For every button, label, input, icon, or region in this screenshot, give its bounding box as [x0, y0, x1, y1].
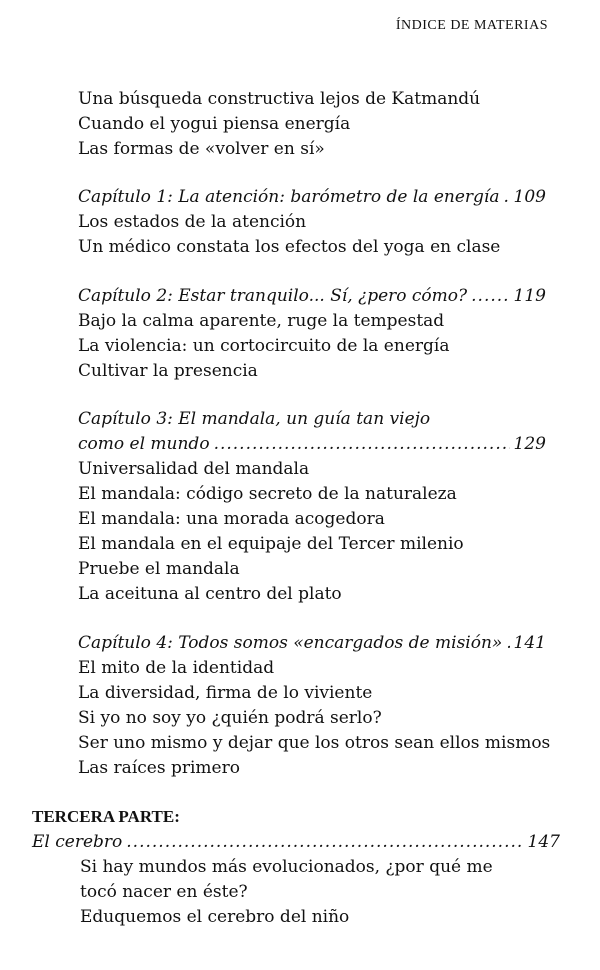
- dot-leader: [506, 632, 509, 654]
- dot-leader: [503, 186, 509, 208]
- page-number: 119: [513, 286, 546, 306]
- toc-entry: Si yo no soy yo ¿quién podrá serlo?: [78, 708, 382, 728]
- toc-entry: tocó nacer en éste?: [80, 882, 248, 902]
- chapter-4-heading: [78, 632, 546, 654]
- toc-entry: Universalidad del mandala: [78, 459, 310, 479]
- running-header: ÍNDICE DE MATERIAS: [395, 18, 548, 33]
- toc-entry: Cultivar la presencia: [78, 361, 258, 381]
- part-3-chapter-heading: [32, 831, 560, 853]
- part-heading: TERCERA PARTE:: [32, 807, 180, 826]
- page-number: 141: [513, 633, 546, 653]
- chapter-1-heading: [78, 186, 546, 208]
- toc-entry: Eduquemos el cerebro del niño: [80, 907, 350, 927]
- toc-entry: El mito de la identidad: [78, 658, 275, 678]
- chapter-3-heading: [78, 433, 546, 455]
- chapter-2-heading: [78, 285, 546, 307]
- toc-entry: Los estados de la atención: [78, 212, 307, 232]
- toc-entry: La violencia: un cortocircuito de la energía: [78, 336, 450, 356]
- toc-entry: Pruebe el mandala: [78, 559, 240, 579]
- page-number: 109: [513, 187, 546, 207]
- toc-entry: Ser uno mismo y dejar que los otros sean ellos mismos: [78, 733, 551, 753]
- page-number: 147: [527, 832, 560, 852]
- dot-leader: [471, 285, 509, 307]
- chapter-title: como el mundo: [78, 434, 210, 454]
- chapter-title: Capítulo 1: La atención: barómetro de la energía: [78, 187, 500, 207]
- toc-entry: La diversidad, firma de lo viviente: [78, 683, 373, 703]
- page-number: 129: [513, 434, 546, 454]
- toc-entry: Las formas de «volver en sí»: [78, 139, 325, 159]
- dot-leader: [126, 831, 523, 853]
- chapter-3-title-line1: Capítulo 3: El mandala, un guía tan viejo: [78, 409, 431, 429]
- toc-entry: El mandala en el equipaje del Tercer milenio: [78, 534, 464, 554]
- toc-entry: La aceituna al centro del plato: [78, 584, 342, 604]
- toc-entry: Si hay mundos más evolucionados, ¿por qué me: [80, 857, 493, 877]
- toc-entry: Una búsqueda constructiva lejos de Katmandú: [78, 89, 481, 109]
- toc-entry: Un médico constata los efectos del yoga en clase: [78, 237, 501, 257]
- toc-entry: El mandala: código secreto de la naturaleza: [78, 484, 457, 504]
- chapter-title: El cerebro: [32, 832, 123, 852]
- dot-leader: [214, 433, 510, 455]
- toc-entry: El mandala: una morada acogedora: [78, 509, 385, 529]
- chapter-title: Capítulo 4: Todos somos «encargados de misión»: [78, 633, 503, 653]
- toc-entry: Las raíces primero: [78, 758, 240, 778]
- toc-entry: Bajo la calma aparente, ruge la tempestad: [78, 311, 445, 331]
- toc-entry: Cuando el yogui piensa energía: [78, 114, 351, 134]
- chapter-title: Capítulo 2: Estar tranquilo... Sí, ¿pero cómo?: [78, 286, 468, 306]
